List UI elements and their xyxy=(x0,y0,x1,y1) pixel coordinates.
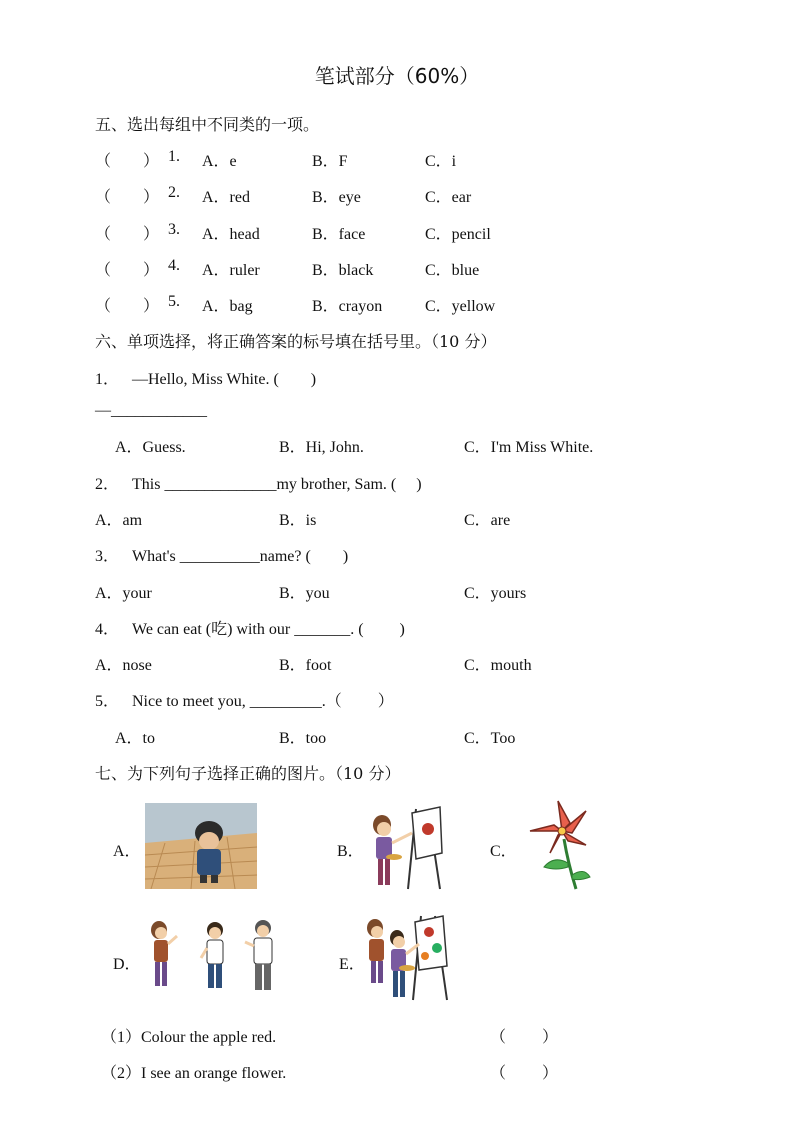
question-number: 2． xyxy=(95,476,120,493)
option-b: B．too xyxy=(279,730,327,747)
answer-paren[interactable]: （ ） xyxy=(95,262,160,279)
picture-label-e: E． xyxy=(339,956,365,973)
option-b: B．black xyxy=(312,262,374,279)
boy-in-room-picture[interactable] xyxy=(145,803,257,889)
picture-label-d: D． xyxy=(113,956,141,973)
option-a: A．head xyxy=(202,226,260,243)
answer-blank-line[interactable]: —____________ xyxy=(95,402,207,419)
picture-label-b: B． xyxy=(337,843,364,860)
people-greeting-picture[interactable] xyxy=(145,918,285,994)
item-number: 2. xyxy=(168,184,180,201)
option-c: C．yours xyxy=(464,585,527,602)
option-b: B．you xyxy=(279,585,330,602)
option-b: B．eye xyxy=(312,189,361,206)
item-number: 1. xyxy=(168,148,180,165)
question-text: —Hello, Miss White. ( ) xyxy=(132,371,317,388)
question-text: This ______________my brother, Sam. ( ) xyxy=(132,476,422,493)
question-text: What's __________name? ( ) xyxy=(132,548,349,565)
question-number: 4． xyxy=(95,621,120,638)
answer-paren[interactable]: （ ） xyxy=(95,189,160,206)
option-c: C．yellow xyxy=(425,298,496,315)
section-7-heading: 七、为下列句子选择正确的图片。（10 分） xyxy=(95,764,401,783)
option-b: B．foot xyxy=(279,657,332,674)
question-text: We can eat (吃) with our _______. ( ) xyxy=(132,621,405,638)
option-c: C．i xyxy=(425,153,457,170)
option-a: A．am xyxy=(95,512,143,529)
answer-paren[interactable]: （ ） xyxy=(490,1029,559,1046)
sentence-2: （2）I see an orange flower. xyxy=(101,1065,287,1082)
section-5-heading: 五、选出每组中不同类的一项。 xyxy=(95,115,320,134)
flower-picture[interactable] xyxy=(524,797,592,891)
answer-paren[interactable]: （ ） xyxy=(95,226,160,243)
question-number: 1． xyxy=(95,371,120,388)
option-b: B．Hi, John. xyxy=(279,439,364,456)
item-number: 5. xyxy=(168,293,180,310)
question-number: 5． xyxy=(95,693,120,710)
girl-painting-picture[interactable] xyxy=(368,803,448,891)
item-number: 4. xyxy=(168,257,180,274)
children-painting-picture[interactable] xyxy=(363,912,453,1004)
option-b: B．face xyxy=(312,226,366,243)
section-6-heading: 六、单项选择，将正确答案的标号填在括号里。（10 分） xyxy=(95,332,497,351)
option-c: C．ear xyxy=(425,189,472,206)
option-c: C．pencil xyxy=(425,226,491,243)
option-a: A．e xyxy=(202,153,237,170)
option-a: A．Guess. xyxy=(115,439,186,456)
picture-label-a: A． xyxy=(113,843,141,860)
option-a: A．bag xyxy=(202,298,253,315)
item-number: 3. xyxy=(168,221,180,238)
option-a: A．nose xyxy=(95,657,152,674)
option-a: A．your xyxy=(95,585,152,602)
answer-paren[interactable]: （ ） xyxy=(95,298,160,315)
option-a: A．red xyxy=(202,189,250,206)
option-a: A．to xyxy=(115,730,156,747)
option-c: C．I'm Miss White. xyxy=(464,439,594,456)
option-c: C．mouth xyxy=(464,657,532,674)
option-b: B．crayon xyxy=(312,298,383,315)
answer-paren[interactable]: （ ） xyxy=(95,153,160,170)
option-c: C．Too xyxy=(464,730,516,747)
option-c: C．blue xyxy=(425,262,480,279)
question-text: Nice to meet you, _________.（ ） xyxy=(132,693,394,710)
page-title: 笔试部分（60%） xyxy=(314,64,480,88)
picture-label-c: C． xyxy=(490,843,517,860)
question-number: 3． xyxy=(95,548,120,565)
option-b: B．F xyxy=(312,153,348,170)
answer-paren[interactable]: （ ） xyxy=(490,1065,559,1082)
option-c: C．are xyxy=(464,512,511,529)
option-a: A．ruler xyxy=(202,262,260,279)
sentence-1: （1）Colour the apple red. xyxy=(101,1029,277,1046)
option-b: B．is xyxy=(279,512,317,529)
